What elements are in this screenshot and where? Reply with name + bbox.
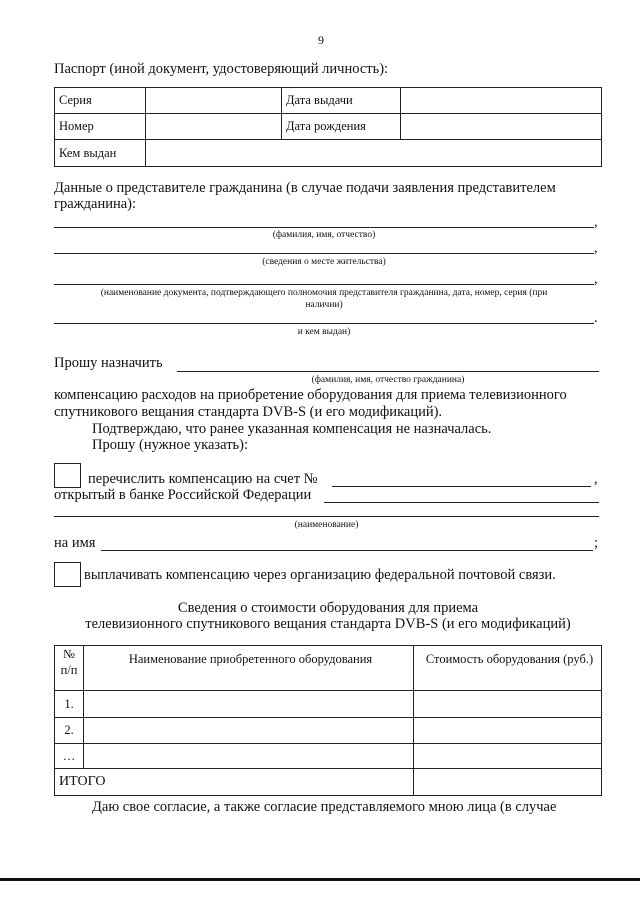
- name-label: на имя: [54, 535, 96, 551]
- bank-name-line[interactable]: [54, 516, 599, 517]
- birth-date-label: Дата рождения: [282, 114, 401, 140]
- equipment-name-cell[interactable]: [84, 744, 414, 769]
- equipment-cost-cell[interactable]: [414, 744, 602, 769]
- rep-residence-caption: (сведения о месте жительства): [262, 257, 386, 267]
- issue-date-label: Дата выдачи: [282, 88, 401, 114]
- col-name-header: Наименование приобретенного оборудования: [84, 646, 414, 691]
- rep-document-caption-1: (наименование документа, подтверждающего полномочия представителя гражданина, дата, номер, серия (при: [100, 288, 548, 298]
- issue-date-field[interactable]: [401, 88, 602, 114]
- representative-heading-line2: гражданина):: [54, 196, 137, 212]
- prosu-label: Прошу назначить: [54, 355, 163, 371]
- citizen-fio-caption: (фамилия, имя, отчество гражданина): [311, 375, 465, 385]
- table-row: 1.: [55, 691, 602, 718]
- bank-line[interactable]: [324, 502, 599, 503]
- rep-fio-line[interactable]: [54, 227, 594, 228]
- representative-heading-line1: Данные о представителе гражданина (в случае подачи заявления представителем: [54, 180, 556, 196]
- rep-document-line[interactable]: [54, 284, 594, 285]
- table-row: …: [55, 744, 602, 769]
- total-row: [55, 769, 602, 796]
- series-label: Серия: [55, 88, 146, 114]
- rep-issued-line[interactable]: [54, 323, 594, 324]
- rep-issued-caption: и кем выдан): [297, 327, 351, 337]
- post-label: выплачивать компенсацию через организацию федеральной почтовой связи.: [84, 567, 556, 583]
- rep-document-caption-2: наличии): [305, 300, 343, 310]
- total-cost-cell[interactable]: [414, 769, 602, 796]
- table-row: 2.: [55, 718, 602, 744]
- col-num-header: № п/п: [55, 646, 84, 691]
- request-text-line2: спутникового вещания стандарта DVB-S (и его модификаций).: [54, 404, 443, 420]
- total-label: ИТОГО: [55, 769, 414, 796]
- passport-table: [54, 87, 602, 167]
- account-holder-line[interactable]: [101, 550, 593, 551]
- confirm-text: Подтверждаю, что ранее указанная компенсация не назначалась.: [92, 421, 492, 437]
- number-field[interactable]: [146, 114, 282, 140]
- equipment-cost-cell[interactable]: [414, 718, 602, 744]
- number-label: Номер: [55, 114, 146, 140]
- indicate-text: Прошу (нужное указать):: [92, 437, 249, 453]
- transfer-checkbox[interactable]: [54, 463, 81, 488]
- consent-text: Даю свое согласие, а также согласие представляемого мною лица (в случае: [92, 799, 557, 815]
- birth-date-field[interactable]: [401, 114, 602, 140]
- equipment-title-line2: телевизионного спутникового вещания стандарта DVB-S (и его модификаций): [85, 616, 571, 632]
- rep-residence-line[interactable]: [54, 253, 594, 254]
- issued-by-field[interactable]: [146, 140, 602, 167]
- rep-fio-caption: (фамилия, имя, отчество): [272, 230, 376, 240]
- bank-label: открытый в банке Российской Федерации: [54, 487, 312, 503]
- series-field[interactable]: [146, 88, 282, 114]
- issued-by-label: Кем выдан: [55, 140, 146, 167]
- equipment-cost-cell[interactable]: [414, 691, 602, 718]
- account-number-line[interactable]: [332, 486, 591, 487]
- equipment-table: [54, 645, 602, 796]
- equipment-name-cell[interactable]: [84, 718, 414, 744]
- bank-name-caption: (наименование): [294, 520, 359, 530]
- post-checkbox[interactable]: [54, 562, 81, 587]
- equipment-title-line1: Сведения о стоимости оборудования для приема: [177, 600, 479, 616]
- col-cost-header: Стоимость оборудования (руб.): [414, 646, 602, 691]
- citizen-fio-line[interactable]: [177, 371, 599, 372]
- transfer-label: перечислить компенсацию на счет №: [88, 471, 318, 487]
- page-number: 9: [318, 33, 324, 47]
- equipment-name-cell[interactable]: [84, 691, 414, 718]
- passport-heading: Паспорт (иной документ, удостоверяющий личность):: [54, 61, 389, 77]
- request-text-line1: компенсацию расходов на приобретение оборудования для приема телевизионного: [54, 387, 567, 403]
- page-bottom-rule: [0, 878, 640, 881]
